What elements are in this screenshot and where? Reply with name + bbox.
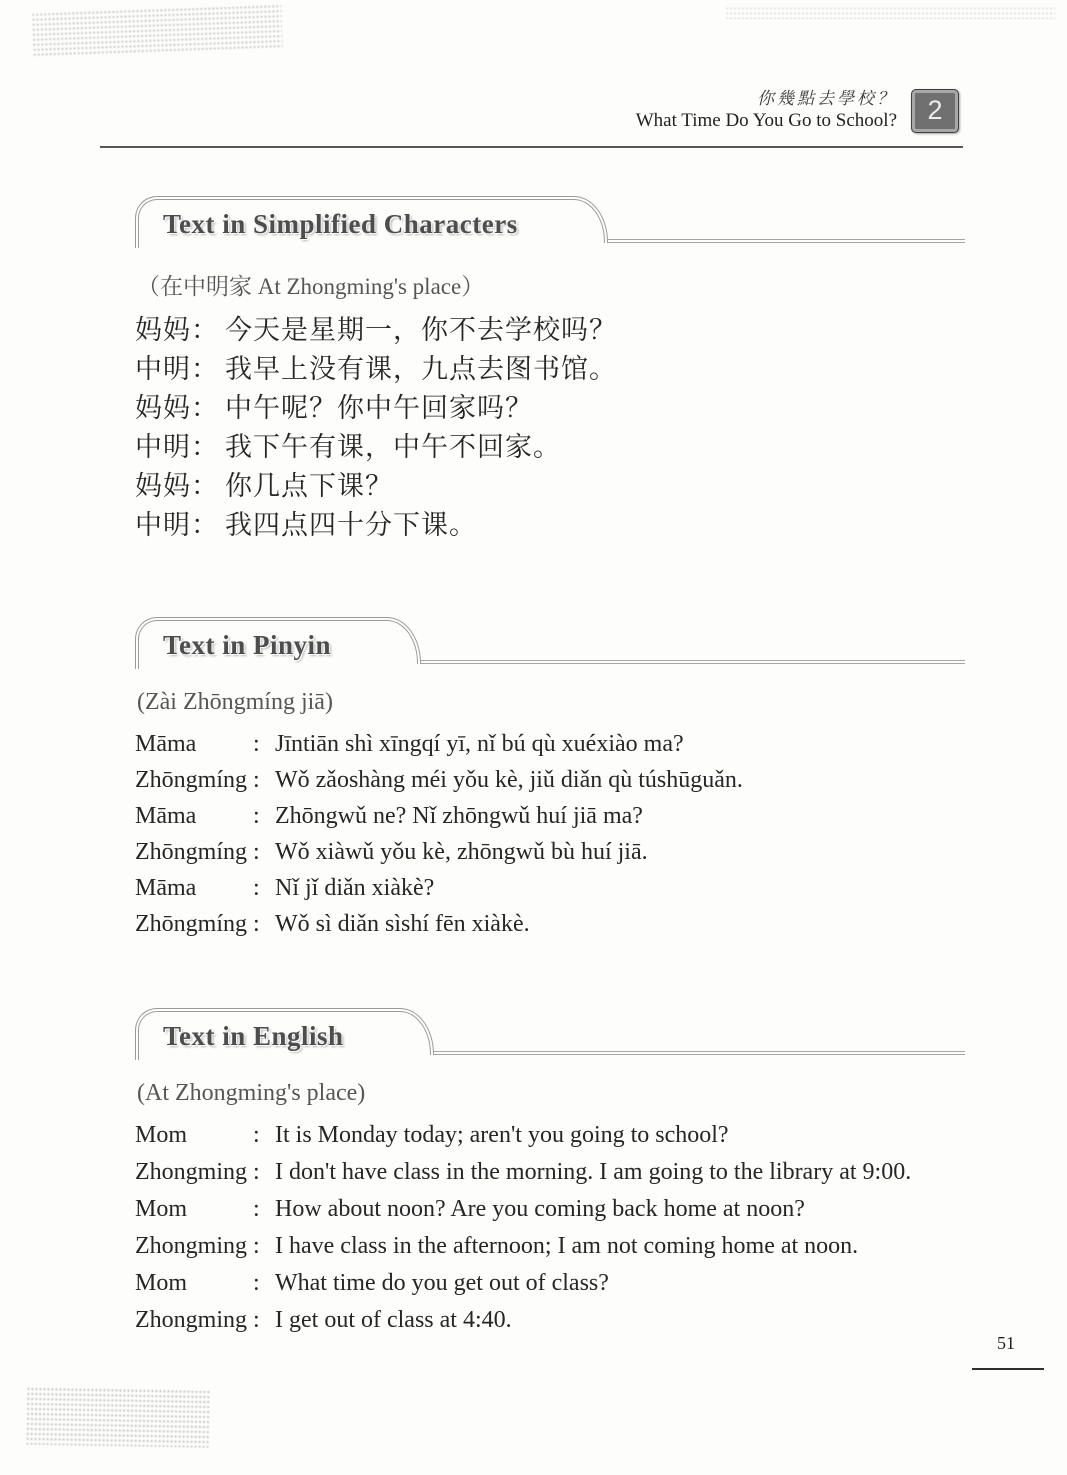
header-divider [100,146,963,148]
dialogue-text: I don't have class in the morning. I am going to the library at 9:00. [275,1159,912,1185]
section-header [135,617,965,669]
banner-tab [135,196,532,248]
speaker-label: Zhōngmíng [135,911,247,937]
speaker-label: 妈妈： [135,393,219,423]
section-header [135,196,965,248]
banner-tab [135,617,345,669]
dialogue-line [135,1228,965,1265]
colon-separator: : [253,911,260,937]
page-header [636,88,959,133]
dialogue-text: I get out of class at 4:40. [275,1307,512,1333]
dialogue-line [135,834,965,870]
section-title: Text in Pinyin [163,630,332,660]
speaker-label: Zhōngmíng [135,767,247,793]
speaker-label: Zhongming [135,1307,247,1333]
dialogue-line [135,762,965,798]
colon-separator: : [253,1122,260,1148]
speaker-label: Māma [135,731,197,757]
speaker-label: Zhongming [135,1159,247,1185]
scan-noise-bottom-left [26,1386,212,1447]
dialogue-line [135,467,965,506]
banner-curve-decoration [345,617,421,664]
section-title: Text in Simplified Characters [163,209,518,239]
speaker-label: 妈妈： [135,315,219,345]
colon-separator: : [253,1307,260,1333]
banner-curve-decoration [358,1008,434,1055]
dialogue-text: Zhōngwǔ ne? Nǐ zhōngwǔ huí jiā ma? [275,803,643,829]
speaker-label: Māma [135,803,197,829]
scene-intro: （在中明家 At Zhongming's place） [137,274,485,299]
speaker-label: Mom [135,1122,188,1148]
dialogue-line [135,1191,965,1228]
section-title: Text in English [163,1021,344,1051]
dialogue-text: 我下午有课，中午不回家。 [225,432,561,462]
banner-curve-decoration [532,196,608,243]
dialogue-text: It is Monday today; aren't you going to school? [275,1122,729,1148]
section-pinyin [135,617,965,942]
dialogue-text: How about noon? Are you coming back home at noon? [275,1196,805,1222]
speaker-label: Zhongming [135,1233,247,1259]
dialogue-line [135,1302,965,1339]
speaker-label: Zhōngmíng [135,839,247,865]
dialogue-line [135,311,965,350]
colon-separator: : [253,1270,260,1296]
dialogue-text: Wǒ sì diǎn sìshí fēn xiàkè. [275,911,530,937]
dialogue-line [135,506,965,545]
colon-separator: : [253,1196,260,1222]
dialogue-line [135,428,965,467]
lesson-title-chinese: 你幾點去學校？ [757,89,897,108]
speaker-label: Mom [135,1270,188,1296]
speaker-label: 中明： [135,510,219,540]
colon-separator: : [253,839,260,865]
dialogue-text: 我早上没有课，九点去图书馆。 [225,354,617,384]
dialogue-line [135,1265,965,1302]
lesson-title [636,88,897,133]
dialogue-text: I have class in the afternoon; I am not coming home at noon. [275,1233,859,1259]
dialogue-line [135,906,965,942]
dialogue-text: Jīntiān shì xīngqí yī, nǐ bú qù xuéxiào ma? [275,731,684,757]
dialogue-line [135,350,965,389]
scan-noise-top-right [725,6,1055,19]
colon-separator: : [253,767,260,793]
colon-separator: : [253,1159,260,1185]
dialogue-line [135,1117,965,1154]
dialogue-text: Wǒ xiàwǔ yǒu kè, zhōngwǔ bù huí jiā. [275,839,648,865]
dialogue-text: What time do you get out of class? [275,1270,609,1296]
colon-separator: : [253,731,260,757]
dialogue-text: Nǐ jǐ diǎn xiàkè? [275,875,435,901]
page-content [135,196,965,1339]
dialogue-text: Wǒ zǎoshàng méi yǒu kè, jiǔ diǎn qù túshūguǎn. [275,767,743,793]
dialogue-line [135,798,965,834]
dialogue-text: 今天是星期一，你不去学校吗？ [225,315,617,345]
scene-intro: (Zài Zhōngmíng jiā) [137,689,333,715]
dialogue-line [135,389,965,428]
dialogue-line [135,1154,965,1191]
dialogue-line [135,726,965,762]
dialogue-line [135,870,965,906]
lesson-title-english: What Time Do You Go to School? [635,110,897,132]
speaker-label: 妈妈： [135,471,219,501]
speaker-label: Māma [135,875,197,901]
scan-noise-top-left [31,4,282,59]
colon-separator: : [253,803,260,829]
section-header [135,1008,965,1060]
colon-separator: : [253,1233,260,1259]
chapter-number-badge: 2 [911,89,959,133]
colon-separator: : [253,875,260,901]
page-number-rule [972,1368,1044,1370]
dialogue-text: 中午呢？你中午回家吗？ [225,393,533,423]
scene-intro: (At Zhongming's place) [137,1080,366,1106]
banner-rule [434,1008,965,1055]
section-english [135,1008,965,1339]
banner-tab [135,1008,358,1060]
section-simplified-characters [135,196,965,545]
dialogue-text: 你几点下课？ [225,471,393,501]
banner-rule [608,196,965,243]
page-number: 51 [997,1333,1015,1353]
speaker-label: 中明： [135,432,219,462]
dialogue-text: 我四点四十分下课。 [225,510,477,540]
speaker-label: 中明： [135,354,219,384]
speaker-label: Mom [135,1196,188,1222]
banner-rule [421,617,965,664]
